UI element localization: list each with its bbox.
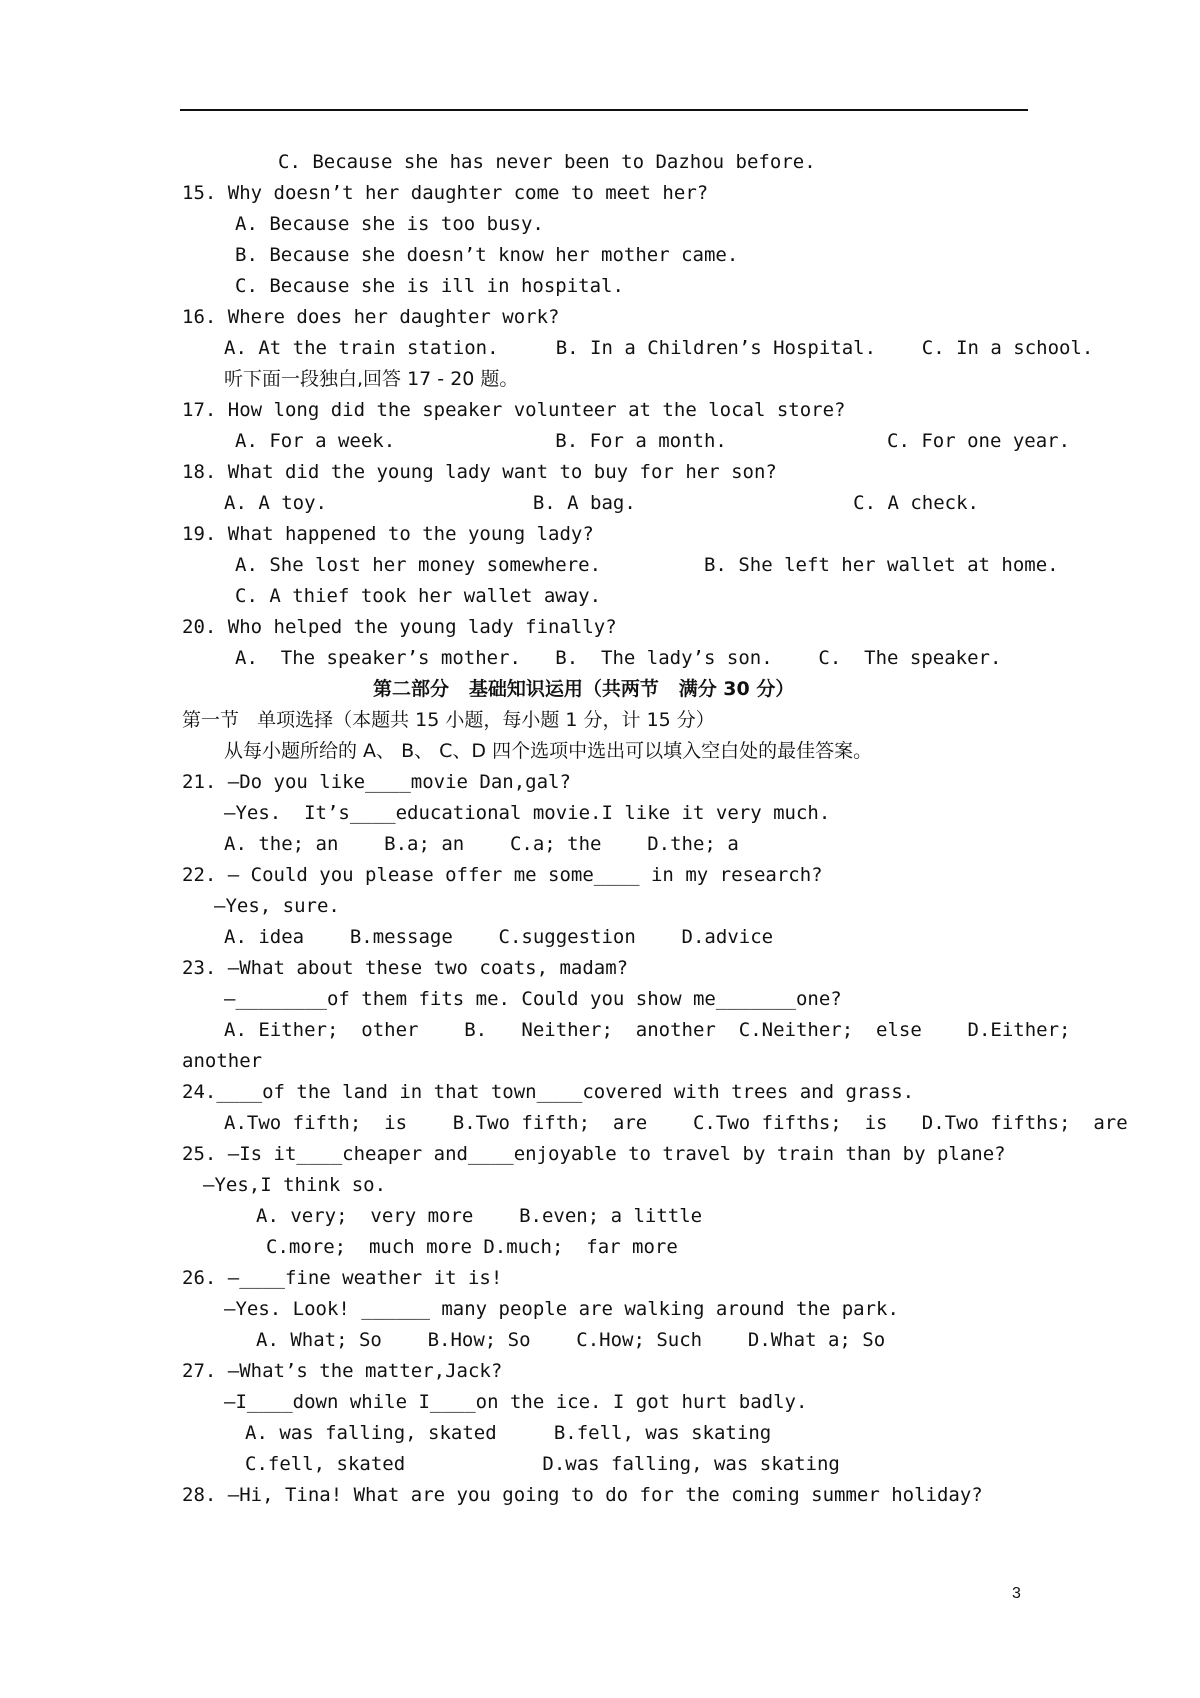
question-24: 24.____of the land in that town____covered with trees and grass. — [182, 1081, 915, 1103]
option-line: A. She lost her money somewhere. B. She left her wallet at home. — [235, 554, 1059, 576]
option-line: A. the; an B.a; an C.a; the D.the; a — [224, 833, 739, 855]
section-heading: 第二部分 基础知识运用（共两节 满分 30 分） — [373, 678, 795, 700]
page-number: 3 — [1012, 1585, 1021, 1602]
text-line: C. Because she has never been to Dazhou before. — [278, 151, 816, 173]
question-27: 27. —What’s the matter,Jack? — [182, 1360, 503, 1382]
question-19: 19. What happened to the young lady? — [182, 523, 594, 545]
question-26: 26. —____fine weather it is! — [182, 1267, 503, 1289]
option-line: A. very; very more B.even; a little — [256, 1205, 703, 1227]
dialogue-line: —Yes. Look! ______ many people are walking around the park. — [224, 1298, 899, 1320]
question-17: 17. How long did the speaker volunteer at the local store? — [182, 399, 846, 421]
dialogue-line: —________of them fits me. Could you show me_______one? — [224, 988, 842, 1010]
option-line: A. What; So B.How; So C.How; Such D.What a; So — [256, 1329, 886, 1351]
option-line: C. A thief took her wallet away. — [235, 585, 602, 607]
option-line: A. At the train station. B. In a Children’s Hospital. C. In a school. — [224, 337, 1094, 359]
instruction-line: 从每小题所给的 A、 B、 C、D 四个选项中选出可以填入空白处的最佳答案。 — [224, 740, 873, 762]
option-line: A. The speaker’s mother. B. The lady’s son. C. The speaker. — [235, 647, 1002, 669]
option-line: B. Because she doesn’t know her mother came. — [235, 244, 739, 266]
question-22: 22. — Could you please offer me some____ in my research? — [182, 864, 823, 886]
dialogue-line: —I____down while I____on the ice. I got hurt badly. — [224, 1391, 808, 1413]
subsection-heading: 第一节 单项选择（本题共 15 小题，每小题 1 分，计 15 分） — [182, 709, 715, 731]
question-21: 21. —Do you like____movie Dan,gal? — [182, 771, 571, 793]
option-line: A.Two fifth; is B.Two fifth; are C.Two fifths; is D.Two fifths; are — [224, 1112, 1128, 1134]
instruction-line: 听下面一段独白,回答 17 - 20 题。 — [224, 368, 519, 390]
option-line: C.more; much more D.much; far more — [266, 1236, 678, 1258]
header-rule — [180, 109, 1028, 111]
dialogue-line: —Yes, sure. — [214, 895, 340, 917]
question-23: 23. —What about these two coats, madam? — [182, 957, 629, 979]
option-line: A. Either; other B. Neither; another C.Neither; else D.Either; — [224, 1019, 1071, 1041]
question-28: 28. —Hi, Tina! What are you going to do for the coming summer holiday? — [182, 1484, 983, 1506]
question-20: 20. Who helped the young lady finally? — [182, 616, 617, 638]
option-line: A. Because she is too busy. — [235, 213, 544, 235]
dialogue-line: —Yes. It’s____educational movie.I like it very much. — [224, 802, 831, 824]
option-line: A. was falling, skated B.fell, was skating — [245, 1422, 772, 1444]
question-15: 15. Why doesn’t her daughter come to meet her? — [182, 182, 709, 204]
question-18: 18. What did the young lady want to buy for her son? — [182, 461, 777, 483]
option-line: A. A toy. B. A bag. C. A check. — [224, 492, 979, 514]
dialogue-line: —Yes,I think so. — [203, 1174, 387, 1196]
option-line: A. For a week. B. For a month. C. For one year. — [235, 430, 1071, 452]
option-line: C. Because she is ill in hospital. — [235, 275, 624, 297]
question-25: 25. —Is it____cheaper and____enjoyable to travel by train than by plane? — [182, 1143, 1006, 1165]
option-line: A. idea B.message C.suggestion D.advice — [224, 926, 774, 948]
question-16: 16. Where does her daughter work? — [182, 306, 560, 328]
option-line: C.fell, skated D.was falling, was skating — [245, 1453, 840, 1475]
option-line-wrap: another — [182, 1050, 263, 1072]
